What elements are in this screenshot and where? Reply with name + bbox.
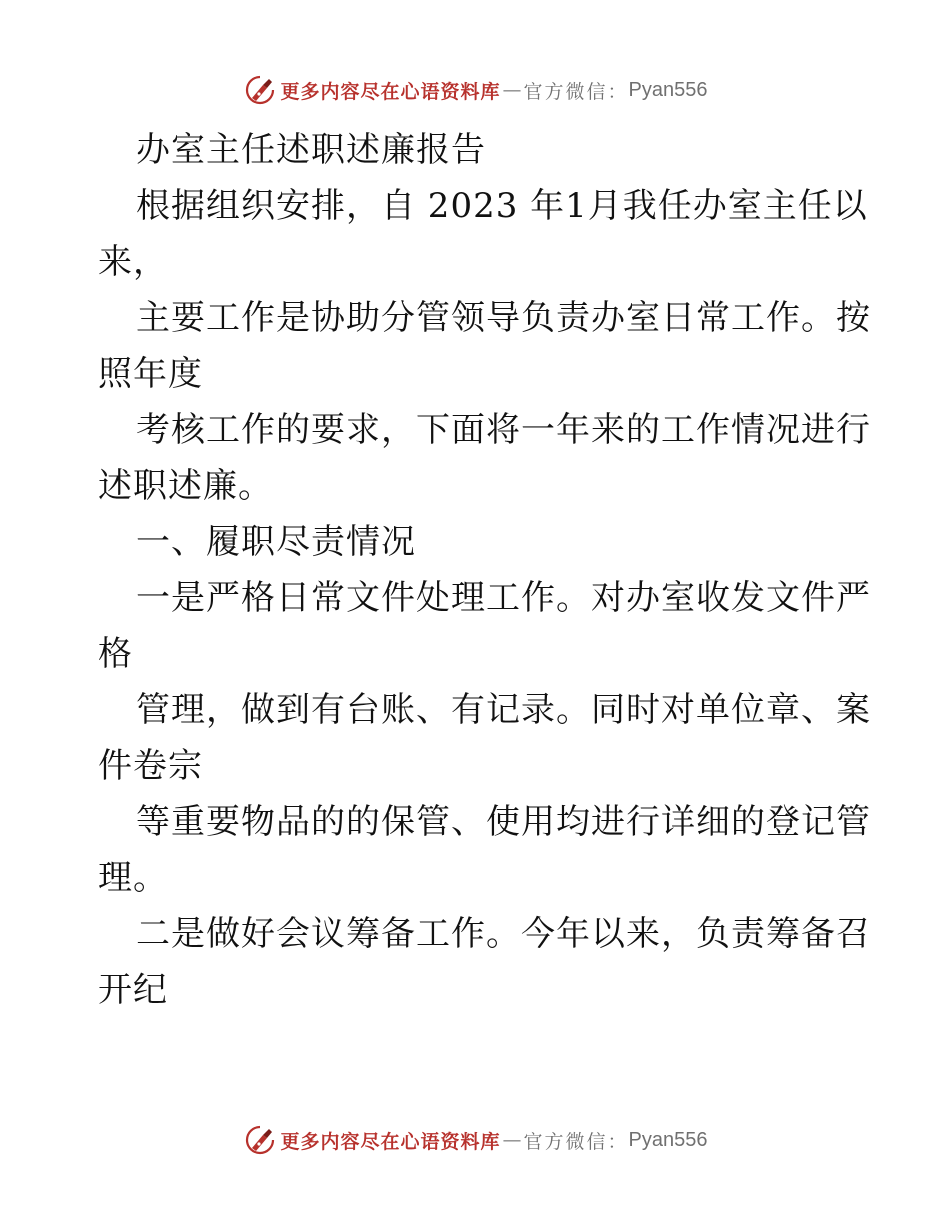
- brand-text: 更多内容尽在心语资料库: [280, 1130, 501, 1153]
- text-line: 格: [98, 634, 133, 674]
- pen-nib-logo-icon: [243, 1123, 277, 1157]
- text-line: 管理，做到有台账、有记录。同时对单位章、案: [136, 690, 871, 730]
- document-body: [98, 122, 871, 1018]
- pen-nib-logo-icon: [243, 73, 277, 107]
- wechat-id: Pyan556: [628, 78, 708, 101]
- text-line: 照年度: [98, 354, 203, 394]
- wechat-label: 官方微信：: [523, 80, 629, 103]
- text-line: 理。: [98, 858, 168, 898]
- text-line: 来，: [98, 242, 168, 282]
- text-line: 述职述廉。: [98, 466, 273, 506]
- brand-text: 更多内容尽在心语资料库: [280, 80, 501, 103]
- text-line: 等重要物品的的保管、使用均进行详细的登记管: [136, 802, 871, 842]
- text-line: 二是做好会议筹备工作。今年以来，负责筹备召: [136, 914, 871, 954]
- text-line: 开纪: [98, 970, 168, 1010]
- wechat-label: 官方微信：: [523, 1130, 629, 1153]
- banner-separator: —: [502, 1129, 522, 1151]
- text-line: 件卷宗: [98, 746, 203, 786]
- wechat-id: Pyan556: [628, 1128, 708, 1151]
- text-line: 考核工作的要求，下面将一年来的工作情况进行: [136, 410, 871, 450]
- text-line: 一是严格日常文件处理工作。对办室收发文件严: [136, 578, 871, 618]
- text-line: 办室主任述职述廉报告: [136, 130, 486, 170]
- footer-banner: [0, 1120, 950, 1160]
- header-banner: [0, 70, 950, 110]
- text-line: 一、履职尽责情况: [136, 522, 416, 562]
- text-line: 根据组织安排，自 2023 年1月我任办室主任以: [136, 186, 868, 226]
- text-line: 主要工作是协助分管领导负责办室日常工作。按: [136, 298, 871, 338]
- banner-separator: —: [502, 79, 522, 101]
